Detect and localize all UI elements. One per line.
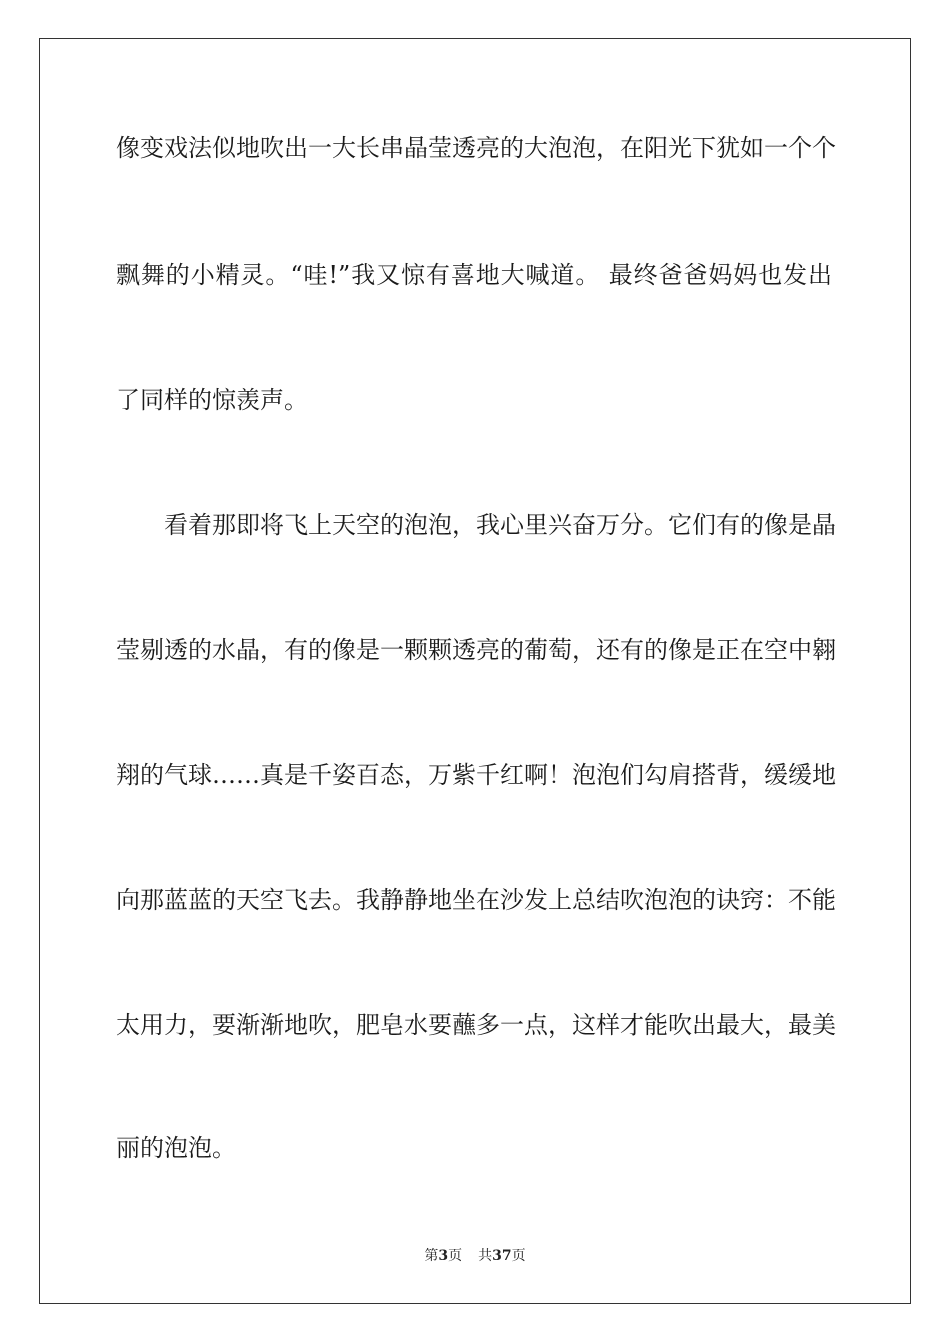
page-number: 第3页 [424,1248,463,1264]
page-total: 共37页 [478,1248,526,1264]
text-line: 向那蓝蓝的天空飞去。我静静地坐在沙发上总结吹泡泡的诀窍：不能 [116,886,836,914]
page-footer [0,1247,950,1265]
page-border [39,38,911,1304]
paragraph-start-line: 看着那即将飞上天空的泡泡，我心里兴奋万分。它们有的像是晶 [164,511,836,539]
text-line: 翔的气球……真是千姿百态，万紫千红啊！泡泡们勾肩搭背，缓缓地 [116,761,836,789]
text-line: 丽的泡泡。 [116,1134,236,1162]
text-line: 太用力，要渐渐地吹，肥皂水要蘸多一点，这样才能吹出最大，最美 [116,1011,836,1039]
text-line: 像变戏法似地吹出一大长串晶莹透亮的大泡泡，在阳光下犹如一个个 [116,134,836,162]
text-line: 飘舞的小精灵。“哇!”我又惊有喜地大喊道。 最终爸爸妈妈也发出 [116,261,832,289]
text-line: 莹剔透的水晶，有的像是一颗颗透亮的葡萄，还有的像是正在空中翱 [116,636,836,664]
text-line: 了同样的惊羡声。 [116,386,308,414]
